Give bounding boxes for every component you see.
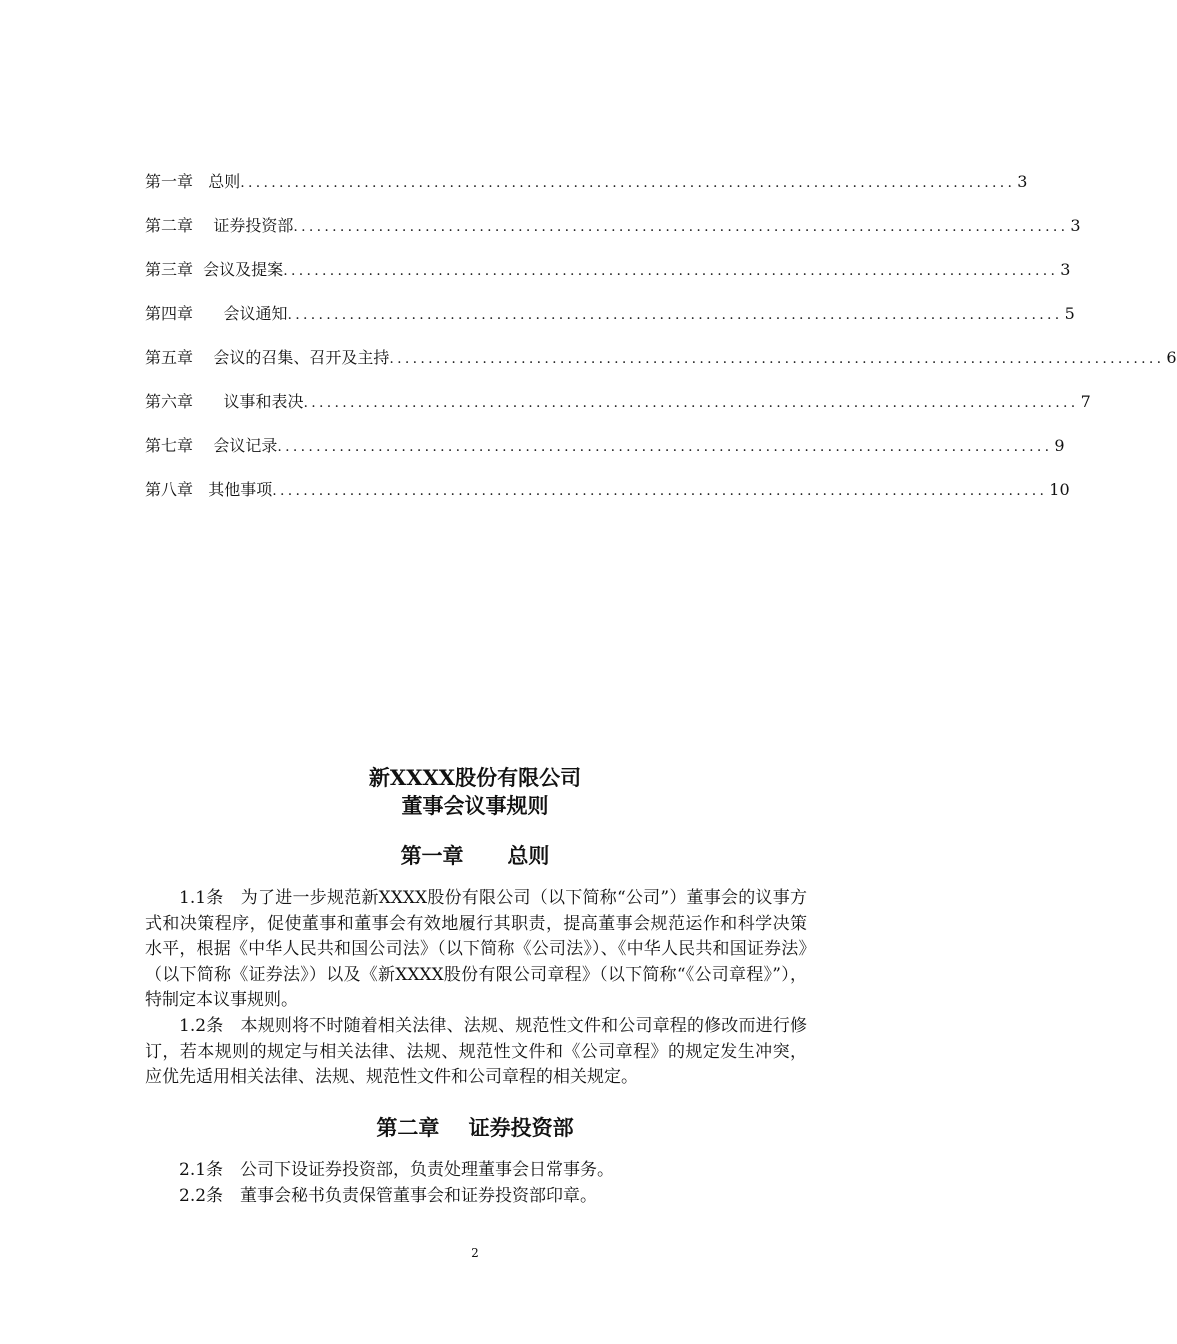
toc-entry-page: 10	[1049, 480, 1070, 499]
chapter-body	[145, 886, 807, 1091]
toc-entry-label: 第五章 会议的召集、召开及主持	[145, 348, 390, 367]
chapter-heading: 第一章 总则	[400, 843, 550, 868]
toc-entry-page: 7	[1080, 392, 1091, 411]
toc-entry-label: 第八章 其他事项	[145, 480, 273, 499]
toc-entry-page: 3	[1070, 216, 1081, 235]
table-of-contents	[145, 168, 1177, 520]
toc-entry-label: 第六章 议事和表决	[145, 392, 304, 411]
toc-entry[interactable]	[145, 344, 1177, 388]
toc-entry-label: 第二章 证券投资部	[145, 216, 294, 235]
toc-entry-page: 9	[1054, 436, 1065, 455]
toc-entry-page: 3	[1017, 172, 1028, 191]
toc-entry-label: 第三章 会议及提案	[145, 260, 284, 279]
toc-entry-label: 第四章 会议通知	[145, 304, 288, 323]
toc-entry[interactable]	[145, 256, 1071, 300]
toc-leader-dots: ....................................................................................................	[303, 395, 1079, 411]
toc-leader-dots: ....................................................................................................	[272, 483, 1048, 499]
page-number: 2	[471, 1246, 479, 1260]
chapter-body	[145, 1158, 807, 1209]
toc-entry[interactable]	[145, 476, 1070, 520]
toc-entry-page: 3	[1060, 260, 1071, 279]
toc-leader-dots: ....................................................................................................	[240, 175, 1016, 191]
toc-leader-dots: ....................................................................................................	[389, 351, 1165, 367]
toc-leader-dots: ....................................................................................................	[293, 219, 1069, 235]
toc-entry[interactable]	[145, 212, 1081, 256]
company-title: 新XXXX股份有限公司	[368, 765, 582, 790]
toc-leader-dots: ....................................................................................................	[283, 263, 1059, 279]
chapter-heading: 第二章 证券投资部	[376, 1115, 574, 1140]
toc-entry[interactable]	[145, 432, 1065, 476]
toc-entry[interactable]	[145, 300, 1075, 344]
toc-leader-dots: ....................................................................................................	[277, 439, 1053, 455]
toc-entry-label: 第一章 总则	[145, 172, 241, 191]
article-paragraph: 1.1条 为了进一步规范新XXXX股份有限公司（以下简称“公司”）董事会的议事方式和决策程序，促使董事和董事会有效地履行其职责，提高董事会规范运作和科学决策水平，根据《中华人民共和国公司法》（以下简称《公司法》）、《中华人民共和国证券法》（以下简称《证券法》）以及《新XXXX股份有限公司章程》（以下简称“《公司章程》”），特制定本议事规则。	[145, 888, 807, 1011]
toc-entry-label: 第七章 会议记录	[145, 436, 278, 455]
article-paragraph: 2.2条 董事会秘书负责保管董事会和证券投资部印章。	[179, 1185, 598, 1206]
toc-entry-page: 5	[1064, 304, 1075, 323]
toc-entry-page: 6	[1166, 348, 1177, 367]
article-paragraph: 2.1条 公司下设证券投资部，负责处理董事会日常事务。	[179, 1160, 615, 1180]
document-title: 董事会议事规则	[401, 793, 549, 818]
toc-entry[interactable]	[145, 388, 1091, 432]
toc-leader-dots: ....................................................................................................	[287, 307, 1063, 323]
article-paragraph: 1.2条 本规则将不时随着相关法律、法规、规范性文件和公司章程的修改而进行修订，若本规则的规定与相关法律、法规、规范性文件和《公司章程》的规定发生冲突，应优先适用相关法律、法规、规范性文件和公司章程的相关规定。	[145, 1015, 807, 1088]
toc-entry[interactable]	[145, 168, 1028, 212]
